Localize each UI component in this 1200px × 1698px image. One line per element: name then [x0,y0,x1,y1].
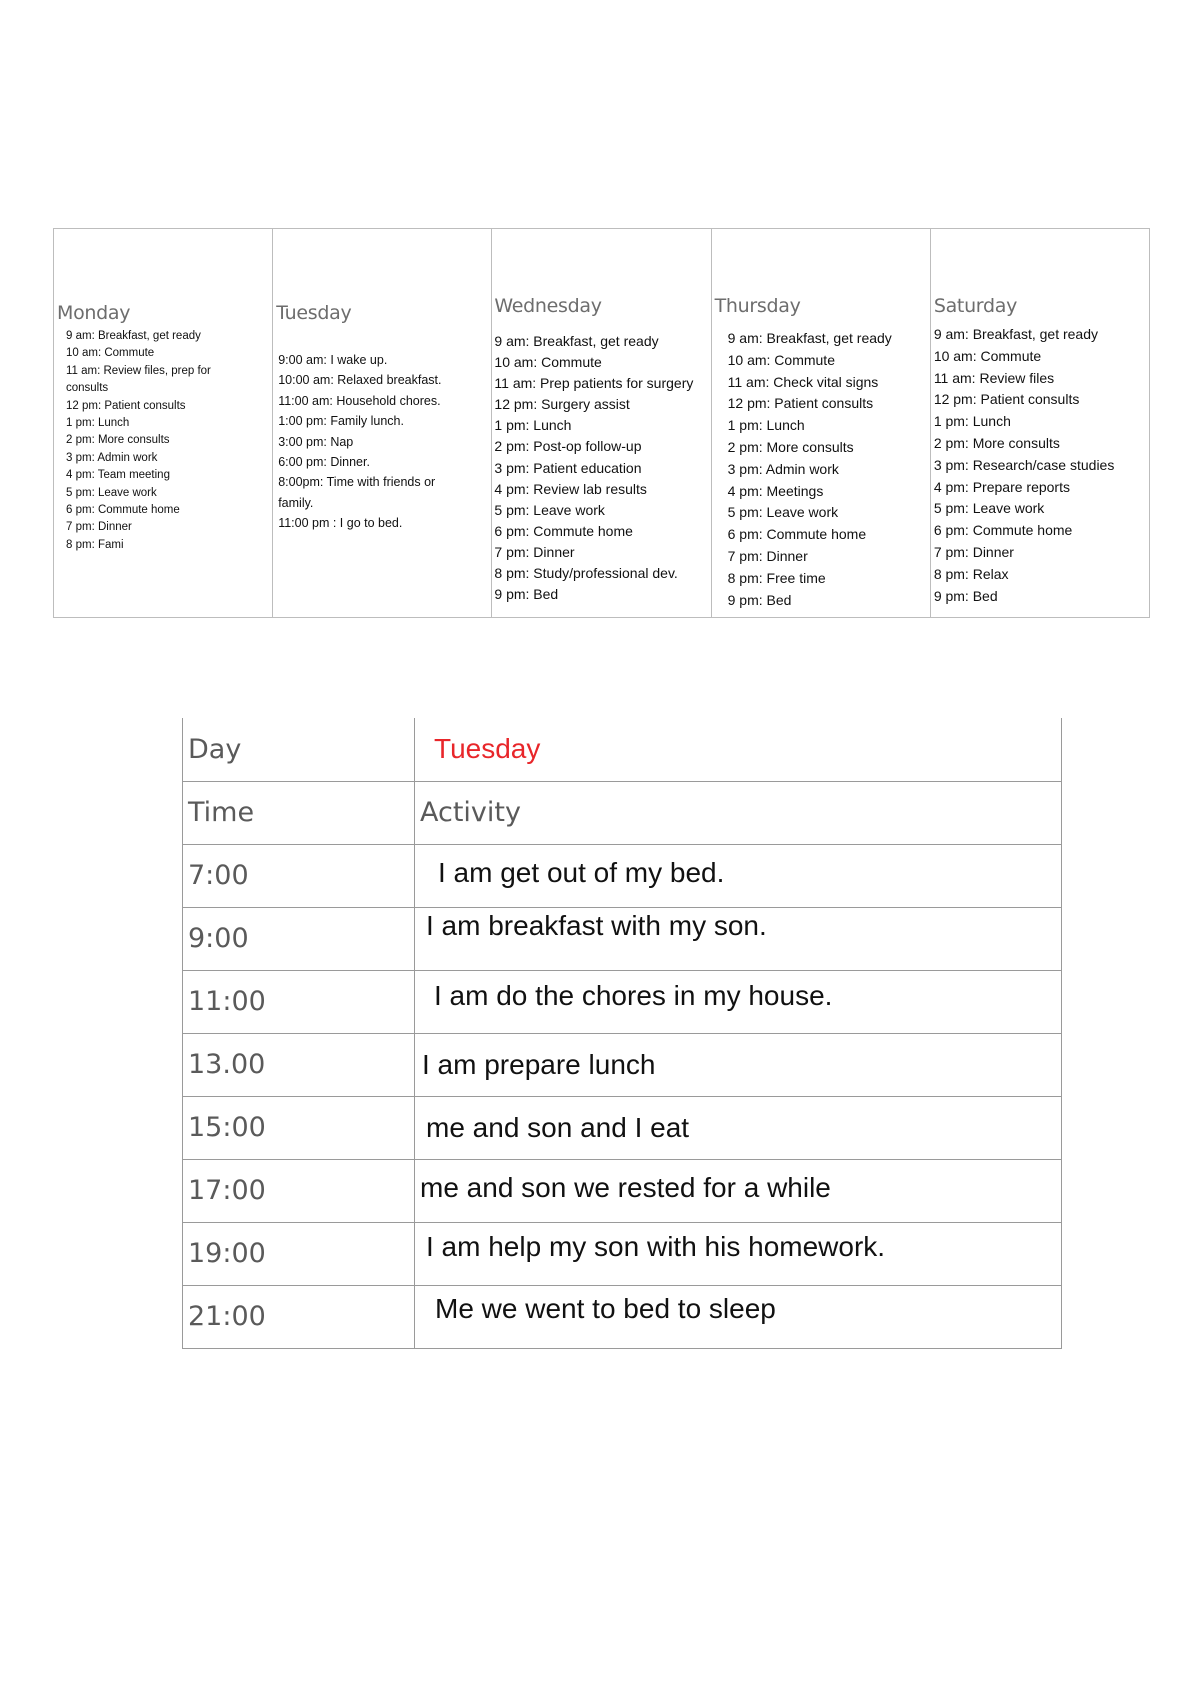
schedule-item: 5 pm: Leave work [727,504,839,521]
time-cell: 19:00 [183,1222,415,1285]
day-column-tuesday [272,229,491,617]
schedule-item: 4 pm: Team meeting [66,469,170,482]
day-heading: Saturday [933,295,1018,317]
table-row [183,844,1062,907]
activity-text: I am breakfast with my son. [426,909,767,941]
header-row [183,781,1062,844]
schedule-item: 1 pm: Lunch [727,417,805,434]
schedule-item: 8 pm: Study/professional dev. [494,565,678,582]
schedule-item: 2 pm: More consults [66,434,170,447]
schedule-list [728,328,926,611]
schedule-item: 3 pm: Admin work [727,460,839,477]
schedule-item: 5 pm: Leave work [494,501,605,518]
schedule-item: 11:00 pm : I go to bed. [278,516,403,531]
schedule-item: 9 am: Breakfast, get ready [494,333,659,349]
schedule-item: 11 am: Review files [933,369,1055,386]
activity-text: I am do the chores in my house. [434,979,833,1011]
day-value [415,718,1062,781]
schedule-item: 1:00 pm: Family lunch. [278,414,404,429]
schedule-item: 7 pm: Dinner [66,521,132,534]
schedule-item: 6:00 pm: Dinner. [278,455,370,470]
day-column-thursday [711,229,930,617]
schedule-item: 12 pm: Patient consults [66,399,186,412]
schedule-item: 6 pm: Commute home [727,526,867,543]
table-row [183,970,1062,1033]
time-cell: 13.00 [183,1033,415,1096]
day-heading: Thursday [714,295,801,317]
schedule-item: 7 pm: Dinner [494,543,575,560]
daily-activity-table [182,718,1062,1349]
schedule-item: 10 am: Commute [66,347,155,360]
time-cell: 17:00 [183,1159,415,1222]
table-row [183,1285,1062,1348]
activity-cell [415,844,1062,907]
weekly-schedule-table [53,228,1150,618]
table-row [183,1159,1062,1222]
day-row [183,718,1062,781]
schedule-item: 9:00 am: I wake up. [278,353,388,367]
day-heading: Tuesday [276,302,352,324]
day-column-saturday [930,229,1149,617]
schedule-item: 1 pm: Lunch [494,417,572,434]
schedule-item: 9 am: Breakfast, get ready [727,330,892,346]
activity-text: I am get out of my bed. [438,856,725,888]
schedule-list [278,350,473,534]
schedule-item: 9 pm: Bed [933,587,998,604]
activity-text: I am help my son with his homework. [426,1230,886,1262]
schedule-item: 5 pm: Leave work [933,500,1045,517]
activity-cell [415,1222,1062,1285]
day-column-monday [54,229,272,617]
schedule-item: 10:00 am: Relaxed breakfast. [278,373,442,388]
schedule-item: 2 pm: More consults [933,434,1060,451]
schedule-item: 1 pm: Lunch [66,417,130,430]
schedule-item: 8:00pm: Time with friends or family. [278,475,436,510]
schedule-item: 11 am: Review files, prep for consults [66,364,211,395]
schedule-item: 2 pm: More consults [727,438,854,455]
schedule-item: 12 pm: Patient consults [933,391,1080,408]
schedule-item: 10 am: Commute [494,354,602,371]
schedule-item: 9 pm: Bed [494,586,559,603]
schedule-item: 8 pm: Fami [66,538,124,551]
day-column-wednesday [491,229,710,617]
schedule-item: 3 pm: Patient education [494,459,642,476]
time-cell: 7:00 [183,844,415,907]
schedule-item: 10 am: Commute [727,351,835,368]
schedule-item: 4 pm: Prepare reports [933,478,1070,495]
schedule-item: 11 am: Check vital signs [727,373,879,390]
activity-cell [415,1285,1062,1348]
schedule-item: 6 pm: Commute home [66,504,180,517]
time-cell: 9:00 [183,907,415,970]
schedule-item: 4 pm: Meetings [727,482,824,499]
schedule-item: 10 am: Commute [933,347,1042,364]
table-row [183,907,1062,970]
activity-cell [415,1096,1062,1159]
schedule-list [494,331,706,605]
schedule-item: 8 pm: Relax [933,565,1009,582]
activity-text: Me we went to bed to sleep [435,1292,776,1324]
schedule-item: 8 pm: Free time [727,569,826,586]
time-header: Time [183,781,415,844]
activity-cell [415,907,1062,970]
time-cell: 15:00 [183,1096,415,1159]
table-row [183,1096,1062,1159]
schedule-item: 7 pm: Dinner [727,547,808,564]
day-value-text: Tuesday [434,733,541,765]
activity-cell [415,1033,1062,1096]
schedule-item: 5 pm: Leave work [66,486,157,499]
schedule-item: 9 pm: Bed [727,591,792,608]
activity-text: me and son we rested for a while [420,1171,831,1203]
table-row [183,1222,1062,1285]
schedule-item: 1 pm: Lunch [933,413,1011,430]
schedule-item: 12 pm: Patient consults [727,395,874,412]
time-cell: 11:00 [183,970,415,1033]
schedule-item: 6 pm: Commute home [494,522,633,539]
schedule-item: 7 pm: Dinner [933,543,1014,560]
schedule-list [66,328,232,554]
activity-cell [415,970,1062,1033]
schedule-item: 11 am: Prep patients for surgery [494,375,694,392]
schedule-item: 3:00 pm: Nap [278,434,354,449]
schedule-item: 6 pm: Commute home [933,522,1073,539]
schedule-item: 12 pm: Surgery assist [494,396,630,413]
schedule-list [934,324,1147,607]
schedule-item: 2 pm: Post-op follow-up [494,438,642,455]
table-row [183,1033,1062,1096]
time-cell: 21:00 [183,1285,415,1348]
activity-cell [415,1159,1062,1222]
schedule-item: 4 pm: Review lab results [494,480,647,497]
schedule-item: 9 am: Breakfast, get ready [933,326,1099,342]
activity-text: me and son and I eat [426,1111,690,1143]
schedule-item: 11:00 am: Household chores. [278,393,441,408]
schedule-item: 3 pm: Admin work [66,451,158,464]
day-heading: Monday [57,302,131,324]
activity-header: Activity [415,781,1062,844]
schedule-item: 9 am: Breakfast, get ready [66,330,201,342]
day-heading: Wednesday [494,295,602,317]
schedule-item: 3 pm: Research/case studies [933,456,1115,473]
activity-text: I am prepare lunch [422,1048,656,1080]
day-label: Day [183,718,415,781]
